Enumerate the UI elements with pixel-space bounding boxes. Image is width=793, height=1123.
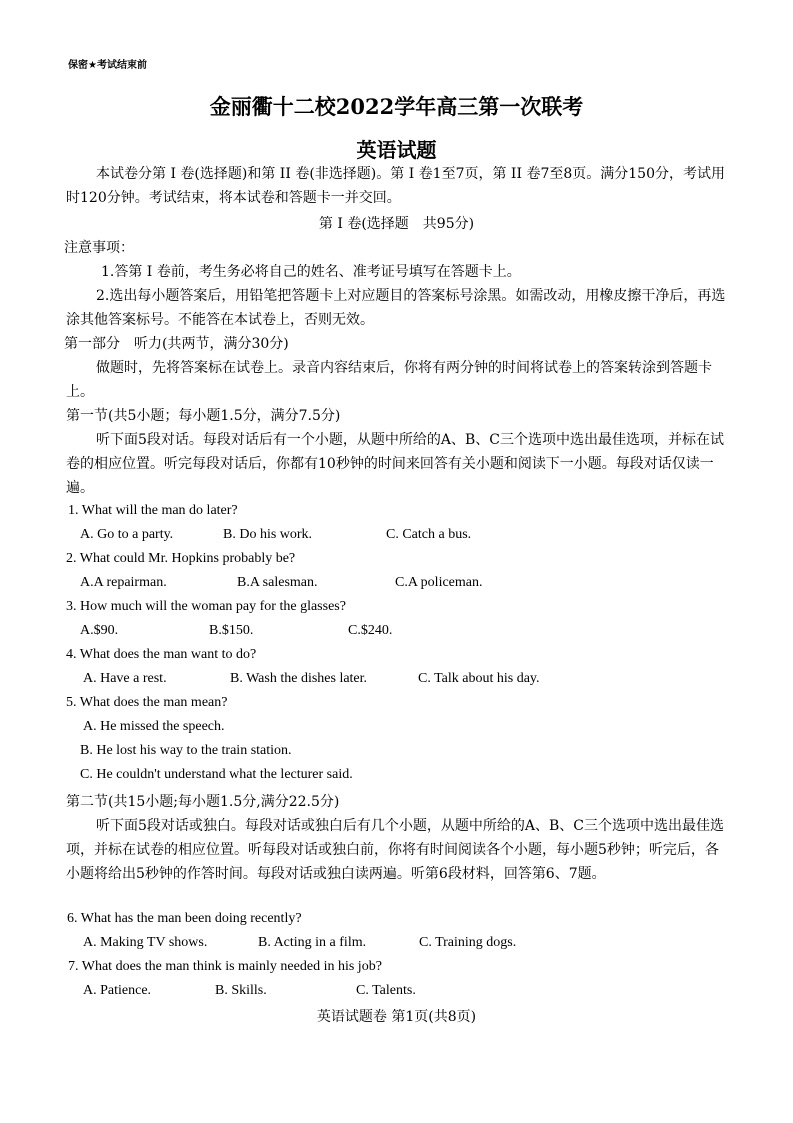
option-c: C. He couldn't understand what the lecturer said. [80,767,353,782]
subject-title: 英语试题 [356,138,437,162]
question-stem: 7. What does the man think is mainly needed in his job? [68,959,382,974]
option-a: A.$90. [80,623,119,638]
question-stem: 6. What has the man been doing recently? [67,911,302,926]
option-a: A. Making TV shows. [83,935,208,950]
section1-heading: 第一部分 听力(共两节，满分30分) [64,336,289,352]
part-a-heading: 第一节(共5小题；每小题1.5分，满分7.5分) [66,408,341,424]
option-b: B. Do his work. [223,527,313,542]
notice-item-2: 2.选出每小题答案后，用铅笔把答题卡上对应题目的答案标号涂黑。如需改动，用橡皮擦干净后，再选涂其他答案标号。不能答在本试卷上，否则无效。 [66,288,726,328]
section1-instruction: 做题时，先将答案标在试卷上。录音内容结束后，你将有两分钟的时间将试卷上的答案转涂到答题卡上。 [66,360,712,400]
option-a: A. Patience. [83,983,152,998]
notice-heading: 注意事项： [64,240,134,256]
option-b: B. Wash the dishes later. [230,671,368,686]
part1-heading: 第 I 卷(选择题 共95分) [318,216,475,232]
option-c: C.A policeman. [395,575,483,590]
page-footer: 英语试题卷 第1页(共8页) [316,1009,477,1025]
option-c: C. Catch a bus. [386,527,472,542]
question-stem: 4. What does the man want to do? [66,647,257,662]
option-c: C. Training dogs. [419,935,517,950]
question-stem: 3. How much will the woman pay for the glasses? [66,599,346,614]
option-c: C.$240. [348,623,393,638]
option-a: A. Go to a party. [80,527,174,542]
exam-title: 金丽衢十二校2022学年高三第一次联考 [209,94,584,119]
option-c: C. Talents. [356,983,416,998]
part-b-instruction: 听下面5段对话或独白。每段对话或独白后有几个小题，从题中所给的A、B、C三个选项中选出最佳选项，并标在试卷的相应位置。听每段对话或独白前，你将有时间阅读各个小题，每小题5秒钟；听完后，各小题将给出5秒钟的作答时间。每段对话或独白读两遍。听第6段材料，回答第6、7题。 [66,818,725,882]
option-c: C. Talk about his day. [418,671,540,686]
question-stem: 2. What could Mr. Hopkins probably be? [66,551,296,566]
option-b: B.A salesman. [237,575,318,590]
part-a-instruction: 听下面5段对话。每段对话后有一个小题，从题中所给的A、B、C三个选项中选出最佳选项，并标在试卷的相应位置。听完每段对话后，你都有10秒钟的时间来回答有关小题和阅读下一小题。每段对话仅读一遍。 [66,432,725,496]
notice-item-1: 1.答第 I 卷前，考生务必将自己的姓名、准考证号填写在答题卡上。 [101,264,521,280]
question-stem: 1. What will the man do later? [68,503,238,518]
option-b: B. Skills. [215,983,267,998]
option-b: B.$150. [209,623,254,638]
confidential-label: 保密★考试结束前 [68,60,147,71]
option-b: B. He lost his way to the train station. [80,743,292,758]
intro-paragraph: 本试卷分第 I 卷(选择题)和第 II 卷(非选择题)。第 I 卷1至7页，第 II 卷7至8页。满分150分，考试用时120分钟。考试结束，将本试卷和答题卡一并交回。 [66,166,725,206]
option-b: B. Acting in a film. [258,935,367,950]
option-a: A. Have a rest. [83,671,167,686]
option-a: A.A repairman. [80,575,167,590]
question-stem: 5. What does the man mean? [66,695,228,710]
part-b-heading: 第二节(共15小题;每小题1.5分,满分22.5分) [66,794,340,810]
option-a: A. He missed the speech. [83,719,225,734]
